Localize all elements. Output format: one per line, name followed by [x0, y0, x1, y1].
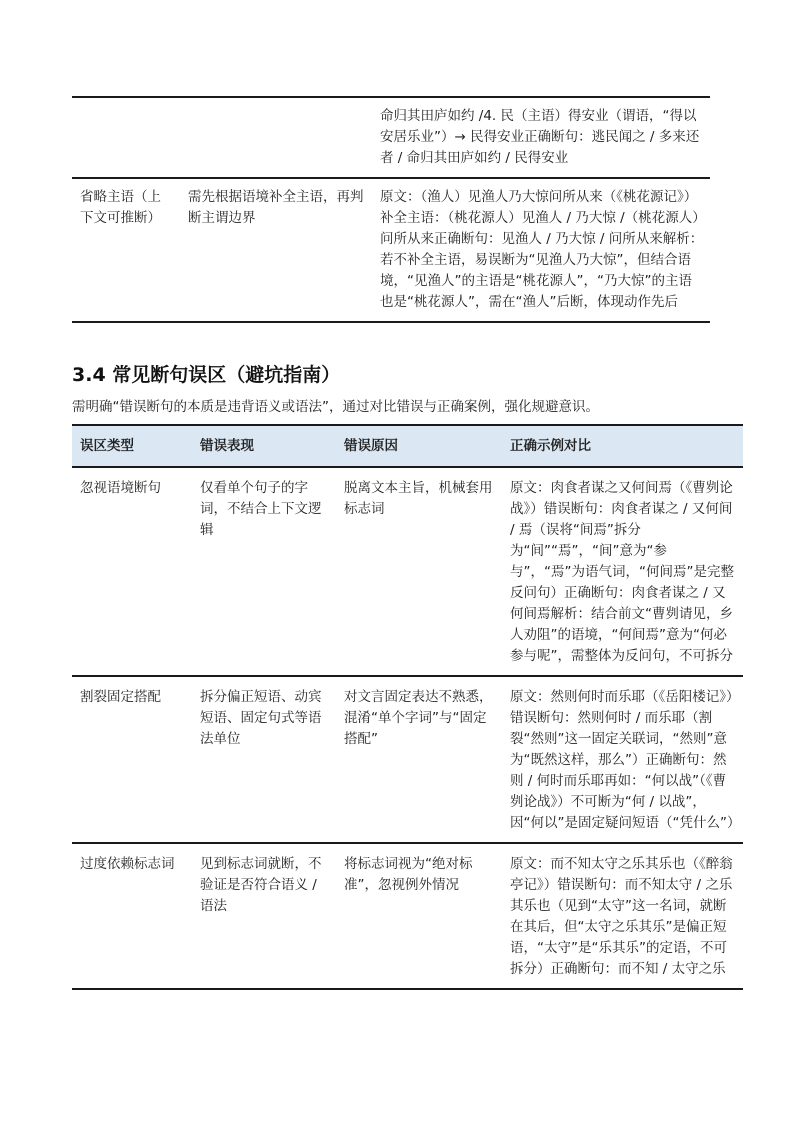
- table-row: [72, 178, 710, 322]
- table-row: [72, 97, 710, 178]
- cell-type: 割裂固定搭配: [80, 689, 161, 705]
- table-row: [72, 467, 743, 676]
- cell-method: [180, 97, 372, 178]
- cell-type: 过度依赖标志词: [80, 856, 175, 872]
- cell-behavior: 仅看单个句子的字词，不结合上下文逻辑: [200, 480, 322, 538]
- table-row: [72, 843, 743, 989]
- cell-example: 原文：肉食者谋之又何间焉（《曹刿论战》）错误断句：肉食者谋之 / 又何间 / 焉（误将“间焉”拆分为“间”“焉”，“间”意为“参与”，“焉”为语气词，“何间焉”是完整反问句）正确断句：肉食者谋之 / 又何间焉解析：结合前文“曹刿请见，乡人劝阻”的语境，“何间焉”意为“何必参与呢”，需整体为反问句，不可拆分: [510, 480, 734, 664]
- cell-type: [72, 97, 180, 178]
- header-example: 正确示例对比: [502, 425, 743, 467]
- section-heading: 3.4 常见断句误区（避坑指南）: [72, 364, 341, 386]
- header-type: 误区类型: [72, 425, 192, 467]
- section-intro: 需明确“错误断句的本质是违背语义或语法”，通过对比错误与正确案例，强化规避意识。: [72, 399, 599, 415]
- cell-behavior: 见到标志词就断，不验证是否符合语义 / 语法: [200, 856, 322, 914]
- cell-reason: 将标志词视为“绝对标准”，忽视例外情况: [344, 856, 473, 893]
- cell-example: 原文：然则何时而乐耶（《岳阳楼记》）错误断句：然则何时 / 而乐耶（割裂“然则”这一固定关联词，“然则”意为“既然这样，那么”）正确断句：然则 / 何时而乐耶再如：“何以战”（《曹刿论战》）不可断为“何 / 以战”，因“何以”是固定疑问短语（“凭什么”）: [510, 689, 741, 831]
- pitfalls-table: [72, 424, 743, 990]
- cell-method: 需先根据语境补全主语，再判断主谓边界: [188, 189, 364, 226]
- header-reason: 错误原因: [336, 425, 502, 467]
- continued-table: [72, 96, 710, 323]
- cell-type: 省略主语（上下文可推断）: [80, 189, 161, 226]
- cell-example: 原文：（渔人）见渔人乃大惊问所从来（《桃花源记》）补全主语：（桃花源人）见渔人 / 乃大惊 /（桃花源人）问所从来正确断句：见渔人 / 乃大惊 / 问所从来解析：若不补全主语，易误断为“见渔人乃大惊”，但结合语境，“见渔人”的主语是“桃花源人”，“乃大惊”的主语也是“桃花源人”，需在“渔人”后断，体现动作先后: [380, 189, 704, 310]
- cell-example: 原文：而不知太守之乐其乐也（《醉翁亭记》）错误断句：而不知太守 / 之乐其乐也（见到“太守”这一名词，就断在其后，但“太守之乐其乐”是偏正短语，“太守”是“乐其乐”的定语，不可拆分）正确断句：而不知 / 太守之乐: [510, 856, 733, 977]
- table-header-row: [72, 425, 743, 467]
- cell-type: 忽视语境断句: [80, 480, 161, 496]
- header-behavior: 错误表现: [192, 425, 336, 467]
- table-row: [72, 676, 743, 843]
- cell-behavior: 拆分偏正短语、动宾短语、固定句式等语法单位: [200, 689, 322, 747]
- cell-reason: 脱离文本主旨，机械套用标志词: [344, 480, 493, 517]
- cell-example: 命归其田庐如约 /4. 民（主语）得安业（谓语，“得以安居乐业”）→ 民得安业正确断句：逃民闻之 / 多来还者 / 命归其田庐如约 / 民得安业: [380, 108, 700, 166]
- cell-reason: 对文言固定表达不熟悉，混淆“单个字词”与“固定搭配”: [344, 689, 493, 747]
